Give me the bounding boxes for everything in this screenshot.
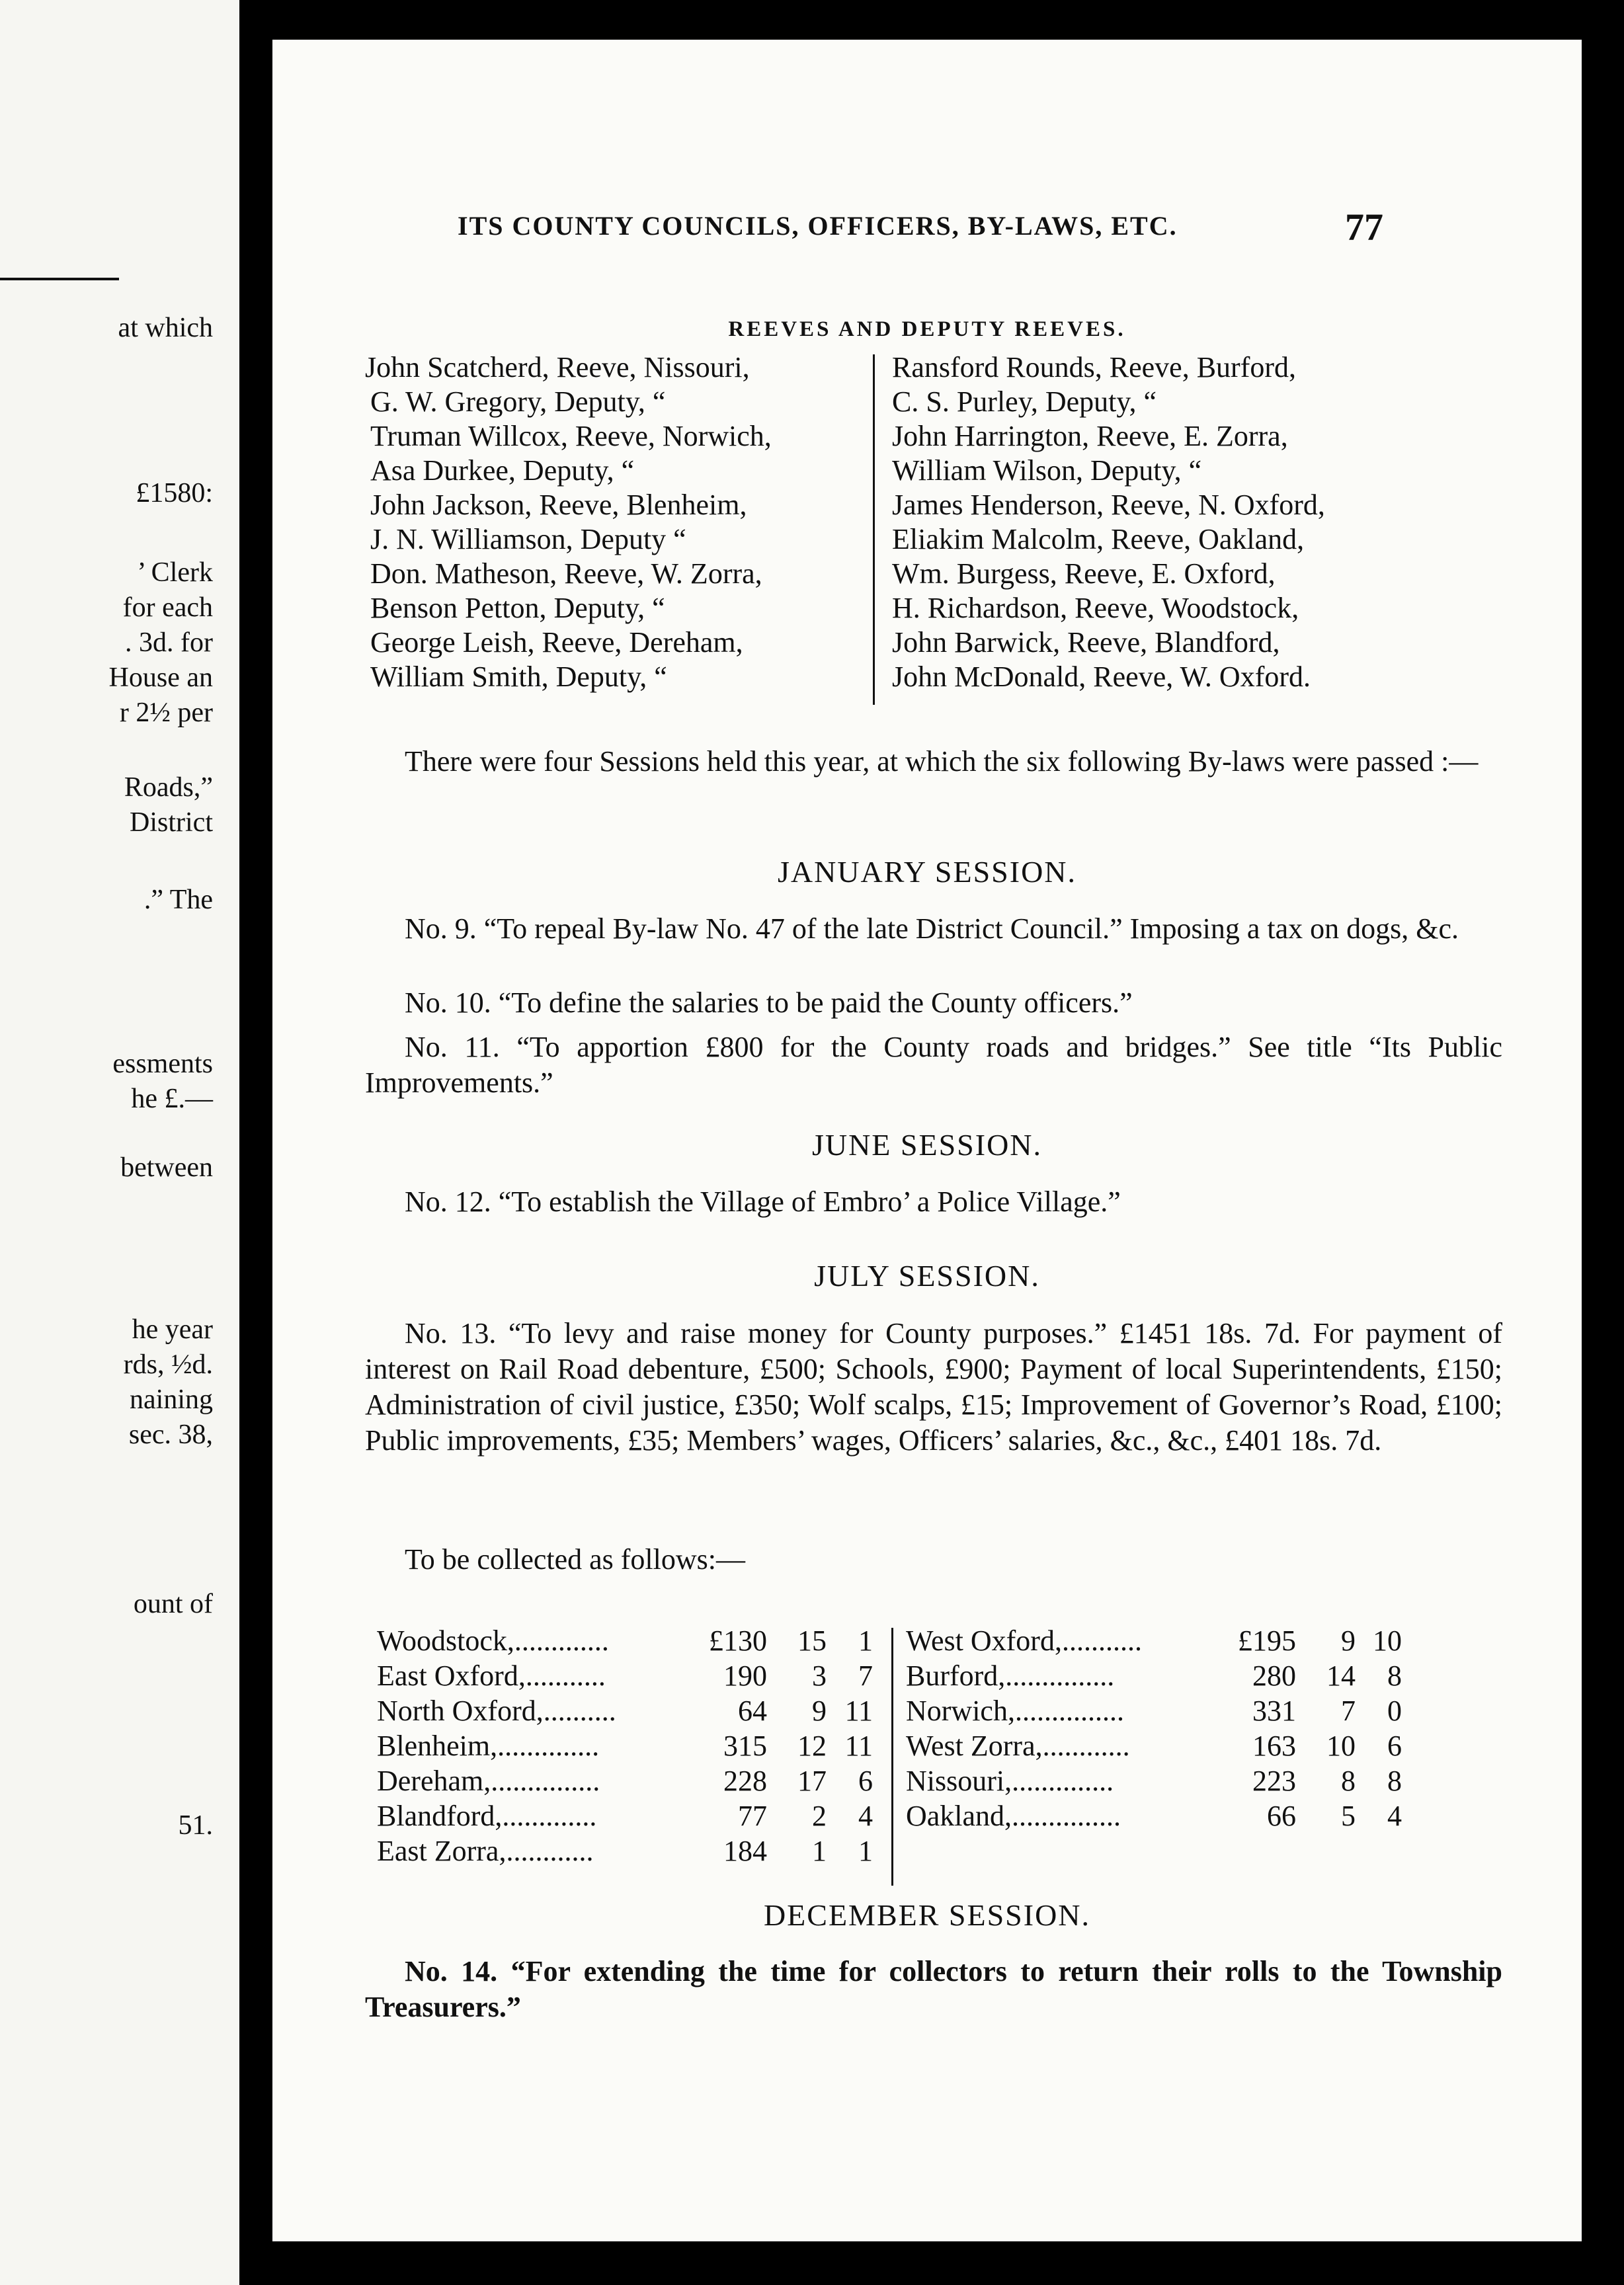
reeves-heading: REEVES AND DEPUTY REEVES.	[728, 317, 1126, 341]
left-fragment: at which	[118, 313, 213, 343]
bylaw-no13: No. 13. “To levy and raise money for County purposes.” £1451 18s. 7d. For payment of interest on Rail Road debenture, £500; Schools, £900; Payment of local Superintendents, £150; Administration of civil justice, £350; Wolf scalps, £15; Improvement of Governor’s Road, £100; Public improvements, £35; Members’ wages, Officers’ salaries, &c., &c., £401 18s. 7d.	[365, 1317, 1502, 1457]
reeve-entry: William Smith, Deputy, “	[370, 661, 667, 693]
collection-place: Nissouri,..............	[906, 1765, 1114, 1797]
bylaw-no14: No. 14. “For extending the time for collectors to return their rolls to the Township Treasurers.”	[365, 1955, 1502, 2023]
december-session-title: DECEMBER SESSION.	[763, 1898, 1091, 1932]
reeve-entry: G. W. Gregory, Deputy, “	[370, 385, 666, 418]
collection-row	[377, 1658, 873, 1693]
collection-pence: 4	[858, 1800, 873, 1832]
reeve-entry: William Wilson, Deputy, “	[892, 454, 1202, 487]
collection-shillings: 17	[797, 1765, 827, 1797]
collection-place: North Oxford,..........	[377, 1695, 616, 1727]
reeve-entry: Truman Willcox, Reeve, Norwich,	[370, 420, 772, 452]
collection-pounds: 184	[723, 1835, 767, 1867]
reeve-entry: Benson Petton, Deputy, “	[370, 592, 665, 624]
reeves-list-right	[892, 350, 1325, 694]
collection-pence: 11	[844, 1730, 873, 1762]
collection-pounds: 190	[723, 1660, 767, 1692]
collection-shillings: 8	[1341, 1765, 1356, 1797]
collection-pence: 8	[1387, 1660, 1402, 1692]
collection-shillings: 14	[1326, 1660, 1356, 1692]
left-fragment: he year	[132, 1314, 213, 1345]
collection-pence: 1	[858, 1624, 873, 1657]
collection-pence: 11	[844, 1695, 873, 1727]
reeve-entry: J. N. Williamson, Deputy “	[370, 523, 686, 555]
collection-row	[906, 1658, 1402, 1693]
collection-pence: 0	[1387, 1695, 1402, 1727]
collection-pence: 8	[1387, 1765, 1402, 1797]
reeve-entry: Wm. Burgess, Reeve, E. Oxford,	[892, 557, 1276, 590]
left-fragment: between	[120, 1152, 213, 1183]
collection-pounds: 280	[1252, 1660, 1296, 1692]
collection-row	[906, 1798, 1402, 1833]
page-number: 77	[1345, 206, 1383, 249]
left-fragment: he £.—	[131, 1084, 213, 1114]
intro-paragraph: There were four Sessions held this year, at which the six following By-laws were passed :—	[405, 745, 1479, 778]
collection-place: Burford,...............	[906, 1660, 1115, 1692]
collection-pounds: 228	[723, 1765, 767, 1797]
left-fragment: naining	[130, 1384, 213, 1415]
bylaw-no10: No. 10. “To define the salaries to be paid the County officers.”	[405, 986, 1133, 1019]
reeve-entry: Ransford Rounds, Reeve, Burford,	[892, 351, 1297, 383]
left-fragment: ount of	[133, 1589, 213, 1619]
collection-place: East Zorra,............	[377, 1835, 594, 1867]
collection-pence: 7	[858, 1660, 873, 1692]
left-fragment: r 2½ per	[119, 698, 213, 728]
collection-place: Dereham,...............	[377, 1765, 600, 1797]
reeve-entry: H. Richardson, Reeve, Woodstock,	[892, 592, 1299, 624]
reeve-entry: Don. Matheson, Reeve, W. Zorra,	[370, 557, 762, 590]
collection-place: West Oxford,...........	[906, 1624, 1142, 1657]
reeve-entry: George Leish, Reeve, Dereham,	[370, 626, 743, 659]
left-fragment: sec. 38,	[128, 1420, 213, 1450]
collection-row	[906, 1728, 1402, 1763]
collection-pounds: 64	[738, 1695, 767, 1727]
collection-shillings: 1	[812, 1835, 827, 1867]
bylaw-no11: No. 11. “To apportion £800 for the County roads and bridges.” See title “Its Public Improvements.”	[365, 1031, 1502, 1099]
bylaw-no9: No. 9. “To repeal By-law No. 47 of the late District Council.” Imposing a tax on dogs, &c.	[405, 912, 1459, 945]
reeve-entry: James Henderson, Reeve, N. Oxford,	[892, 489, 1325, 521]
left-fragment: for each	[122, 592, 213, 623]
collection-place: Norwich,...............	[906, 1695, 1124, 1727]
collection-shillings: 9	[812, 1695, 827, 1727]
collection-place: East Oxford,...........	[377, 1660, 606, 1692]
left-fragment: . 3d. for	[125, 627, 213, 658]
january-session-title: JANUARY SESSION.	[777, 855, 1077, 889]
collection-pence: 6	[858, 1765, 873, 1797]
left-page-rule	[0, 278, 119, 280]
page-gutter	[239, 0, 272, 2285]
left-fragment: House an	[108, 662, 213, 693]
reeve-entry: John Jackson, Reeve, Blenheim,	[370, 489, 747, 521]
collection-pence: 4	[1387, 1800, 1402, 1832]
left-fragment: District	[130, 807, 213, 838]
collection-pence: 1	[858, 1835, 873, 1867]
collection-pounds: 77	[738, 1800, 767, 1832]
collection-row	[906, 1693, 1402, 1728]
reeves-list-left	[365, 350, 772, 694]
collection-pounds: £195	[1238, 1624, 1296, 1657]
reeve-entry: Eliakim Malcolm, Reeve, Oakland,	[892, 523, 1305, 555]
collection-place: Blenheim,..............	[377, 1730, 600, 1762]
left-fragment: 51.	[178, 1810, 213, 1841]
reeve-entry: John Scatcherd, Reeve, Nissouri,	[365, 351, 750, 383]
collection-pounds: 223	[1252, 1765, 1296, 1797]
collection-shillings: 2	[812, 1800, 827, 1832]
reeve-entry: C. S. Purley, Deputy, “	[892, 385, 1157, 418]
reeve-entry: John Harrington, Reeve, E. Zorra,	[892, 420, 1288, 452]
left-fragment: essments	[112, 1049, 213, 1079]
reeve-entry: John McDonald, Reeve, W. Oxford.	[892, 661, 1311, 693]
collection-pounds: 331	[1252, 1695, 1296, 1727]
collection-row	[906, 1623, 1402, 1658]
collection-row	[377, 1763, 873, 1798]
collection-row	[377, 1728, 873, 1763]
book-page	[272, 40, 1582, 2241]
collection-shillings: 12	[797, 1730, 827, 1762]
left-fragment: Roads,”	[124, 772, 213, 803]
collection-pence: 6	[1387, 1730, 1402, 1762]
july-session-title: JULY SESSION.	[814, 1259, 1040, 1293]
collection-shillings: 10	[1326, 1730, 1356, 1762]
collection-row	[377, 1693, 873, 1728]
collection-pounds: 315	[723, 1730, 767, 1762]
collection-place: Blandford,.............	[377, 1800, 597, 1832]
collection-place: West Zorra,............	[906, 1730, 1130, 1762]
collection-pence: 10	[1373, 1624, 1402, 1657]
running-header: ITS COUNTY COUNCILS, OFFICERS, BY-LAWS, ETC.	[458, 211, 1178, 241]
column-divider	[873, 354, 875, 705]
collection-shillings: 3	[812, 1660, 827, 1692]
left-fragment: .” The	[143, 885, 213, 915]
left-fragment: £1580:	[136, 478, 213, 508]
left-page-fragment	[0, 0, 239, 2285]
table-divider	[891, 1628, 893, 1886]
collection-pounds: £130	[709, 1624, 767, 1657]
collection-place: Woodstock,.............	[377, 1624, 609, 1657]
reeve-entry: Asa Durkee, Deputy, “	[370, 454, 635, 487]
collection-place: Oakland,...............	[906, 1800, 1121, 1832]
collection-row	[377, 1798, 873, 1833]
collection-shillings: 9	[1341, 1624, 1356, 1657]
left-fragment: rds, ½d.	[123, 1349, 213, 1380]
collection-table-right	[906, 1623, 1402, 1833]
collection-row	[377, 1623, 873, 1658]
collection-shillings: 7	[1341, 1695, 1356, 1727]
collection-pounds: 66	[1267, 1800, 1296, 1832]
collection-pounds: 163	[1252, 1730, 1296, 1762]
collection-shillings: 5	[1341, 1800, 1356, 1832]
bylaw-no12: No. 12. “To establish the Village of Embro’ a Police Village.”	[405, 1185, 1121, 1218]
reeve-entry: John Barwick, Reeve, Blandford,	[892, 626, 1280, 659]
collection-shillings: 15	[797, 1624, 827, 1657]
june-session-title: JUNE SESSION.	[811, 1128, 1043, 1162]
collection-row	[377, 1833, 873, 1868]
left-fragment: ’ Clerk	[137, 557, 213, 588]
collection-table-left	[377, 1623, 873, 1868]
collection-intro: To be collected as follows:—	[405, 1543, 746, 1576]
collection-row	[906, 1763, 1402, 1798]
